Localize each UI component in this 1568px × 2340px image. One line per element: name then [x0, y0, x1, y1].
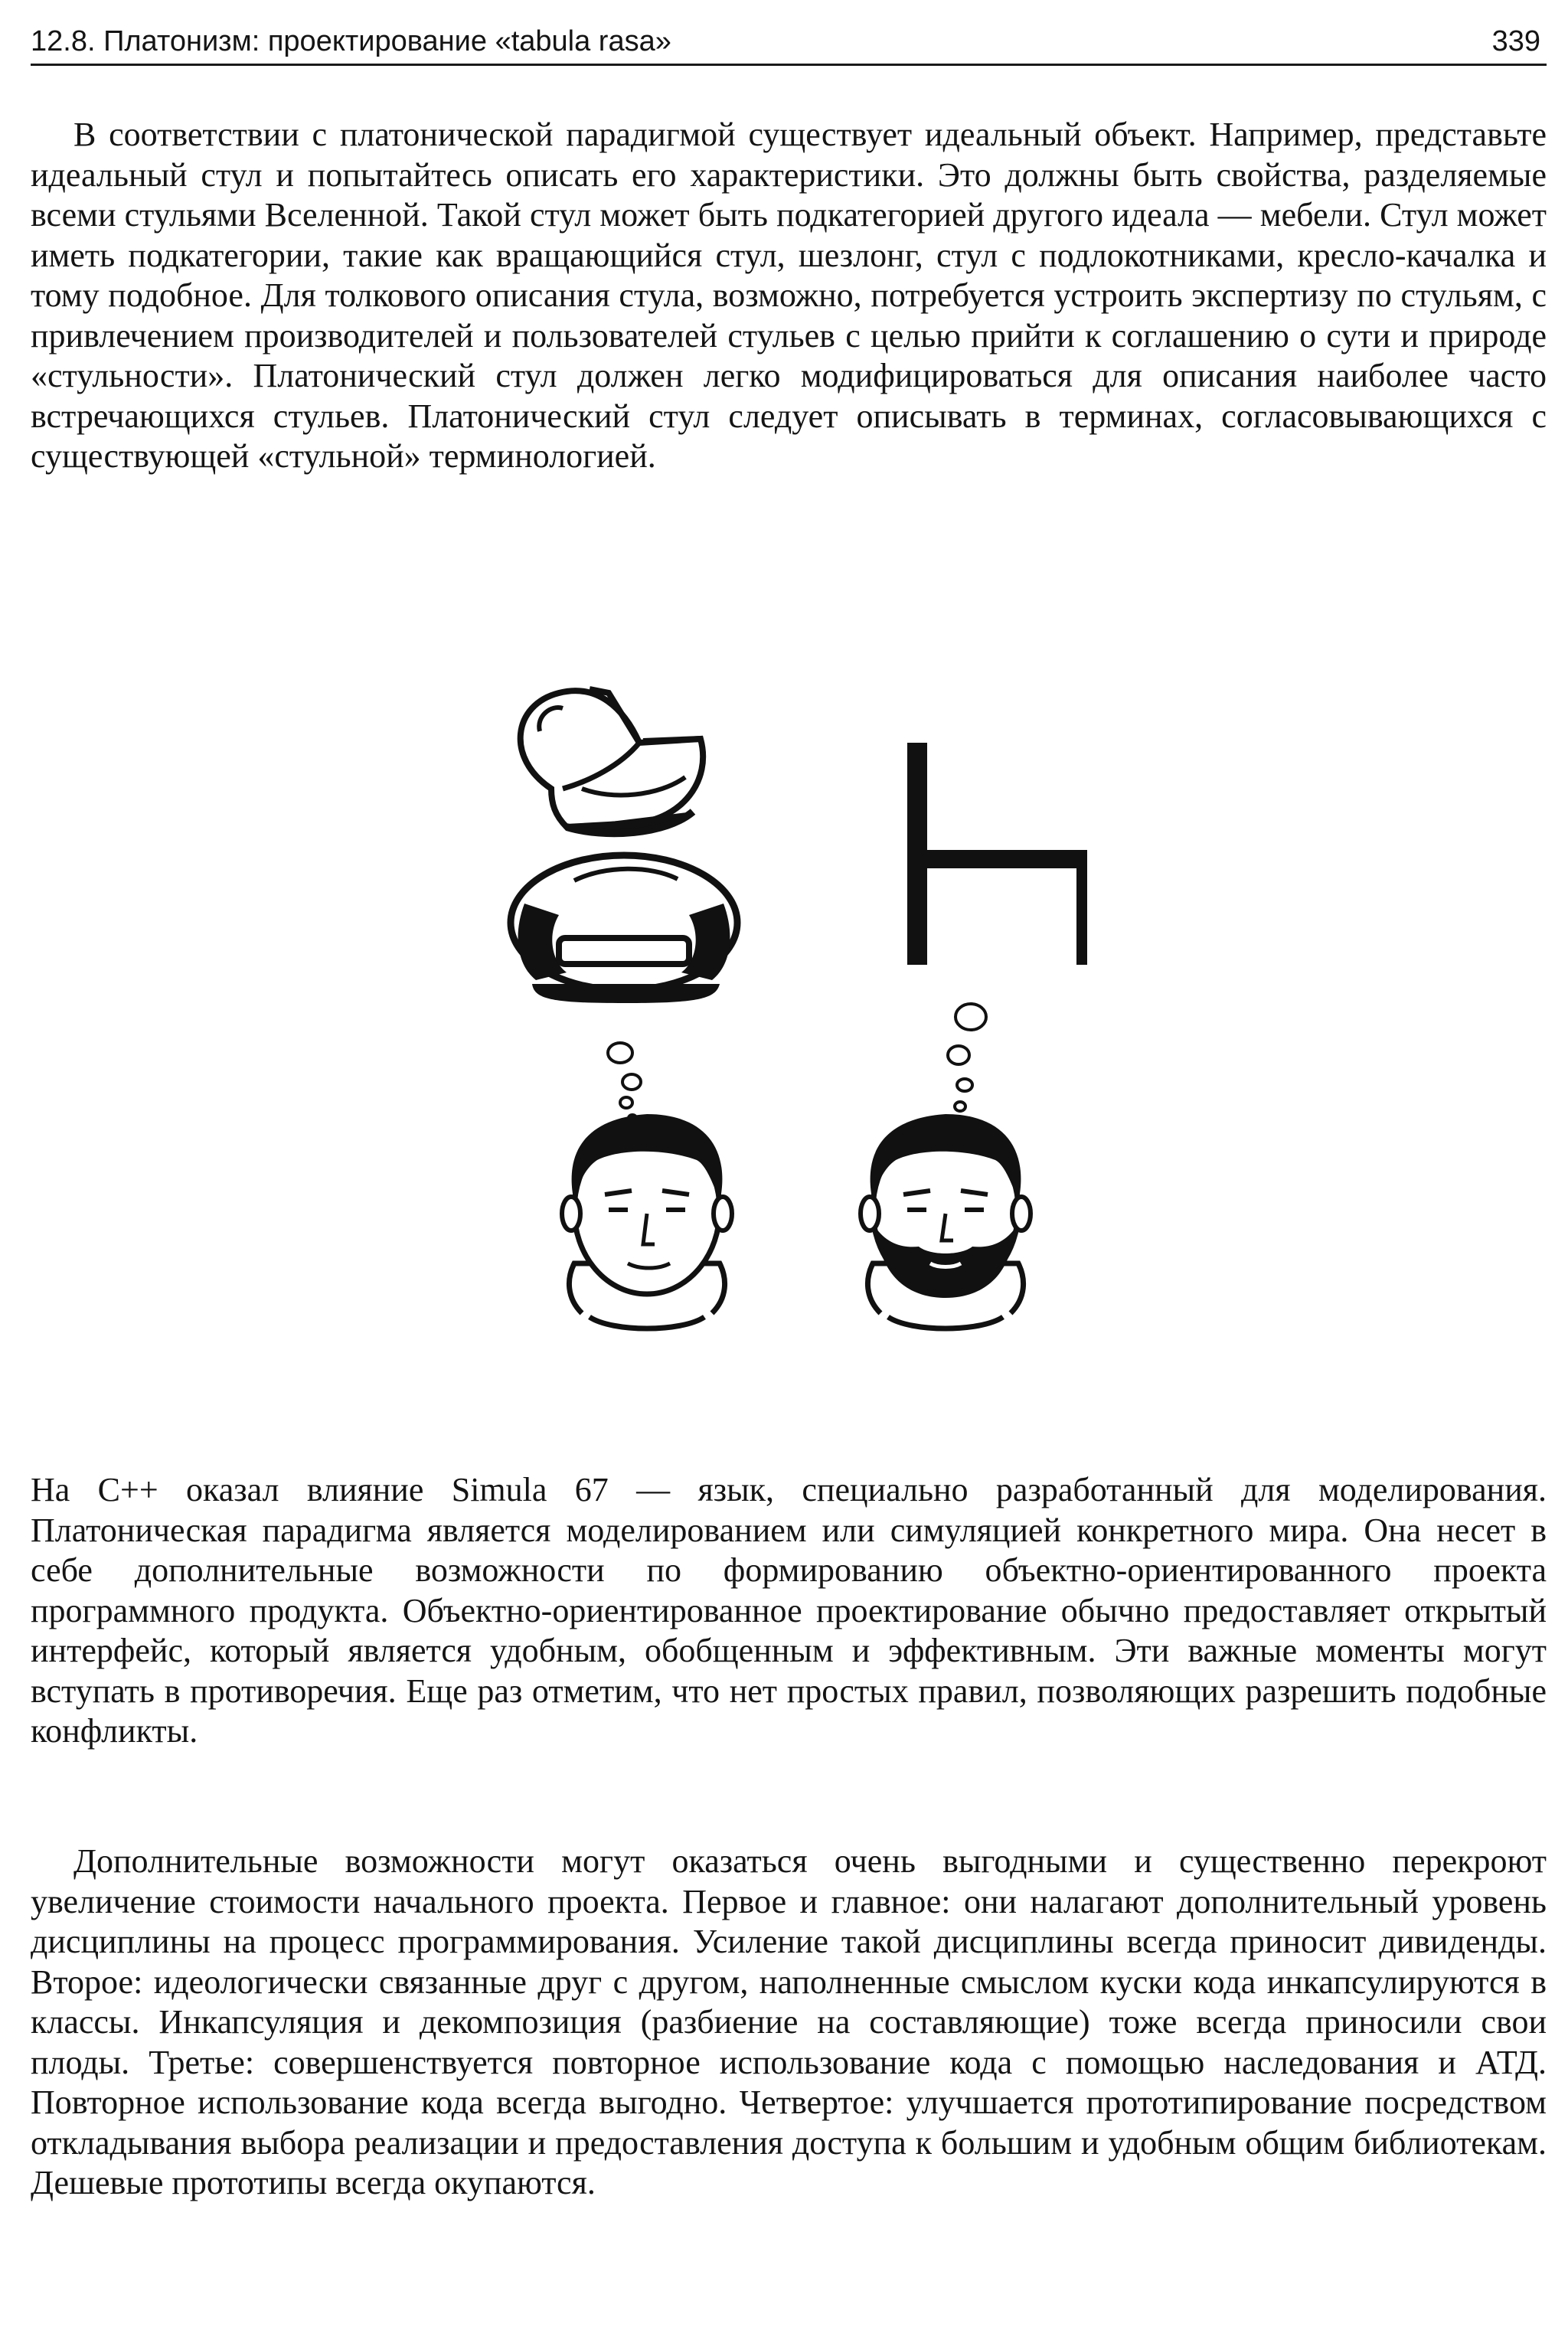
thought-bubbles-right-icon	[948, 1004, 986, 1125]
straight-chair-icon	[907, 743, 1087, 965]
person-bearded-icon	[861, 1114, 1031, 1329]
thought-bubbles-left-icon	[608, 1043, 641, 1121]
paragraph-benefits: Дополнительные возможности могут оказаться очень выгодными и существенно перекроют увеличение стоимости начального проекта. Первое и главное: они налагают дополнительный уровень дисциплины на процесс программирования. Усиление такой дисциплины всегда приносит дивиденды. Второе: идеологически связанные друг с другом, наполненные смыслом куски кода инкапсулируются в классы. Инкапсуляция и декомпозиция (разбиение на составляющие) тоже всегда приносили свои плоды. Третье: совершенствуется повторное использование кода с помощью наследования и АТД. Повторное использование кода всегда выгодно. Четвертое: улучшается прототипирование посредством откладывания выбора реализации и предоставления доступа к большим и удобным общим библиотекам. Дешевые прототипы всегда окупаются.	[31, 1842, 1547, 2201]
paragraph-simula: На С++ оказал влияние Simula 67 — язык, специально разработанный для моделирования. Платоническая парадигма является моделированием или симуляцией конкретного мира. Она несет в себе дополнительные возможности по формированию объектно-ориентированного проекта программного продукта. Объектно-ориентированное проектирование обычно предоставляет открытый интерфейс, который является удобным, обобщенным и эффективным. Эти важные моменты могут вступать в противоречия. Еще раз отметим, что нет простых правил, позволяющих разрешить подобные конфликты.	[31, 1471, 1547, 1750]
egg-chair-icon	[511, 855, 737, 1003]
page-number: 339	[1491, 25, 1540, 57]
paragraph-platonic-chair: В соответствии с платонической парадигмой существует идеальный объект. Например, представьте идеальный стул и попытайтесь описать его характеристики. Это должны быть свойства, разделяемые всеми стульями Вселенной. Такой стул может быть подкатегорией другого идеала — мебели. Стул может иметь подкатегории, такие как вращающийся стул, шезлонг, стул с подлокотниками, кресло-качалка и тому подобное. Для толкового описания стула, возможно, потребуется устроить экспертизу по стульям, с привлечением производителей и пользователей стульев с целью прийти к соглашению о сути и природе «стульности». Платонический стул должен легко модифицироваться для описания наиболее часто встречающихся стульев. Платонический стул следует описывать в терминах, согласовывающихся с существующей «стульной» терминологией.	[31, 116, 1547, 475]
running-head	[31, 17, 1547, 66]
person-clean-shaven-icon	[562, 1114, 732, 1329]
illustration-two-thinkers	[490, 674, 1087, 1432]
chapter-title: 12.8. Платонизм: проектирование «tabula rasa»	[31, 25, 671, 57]
scoop-chair-icon	[521, 689, 703, 833]
